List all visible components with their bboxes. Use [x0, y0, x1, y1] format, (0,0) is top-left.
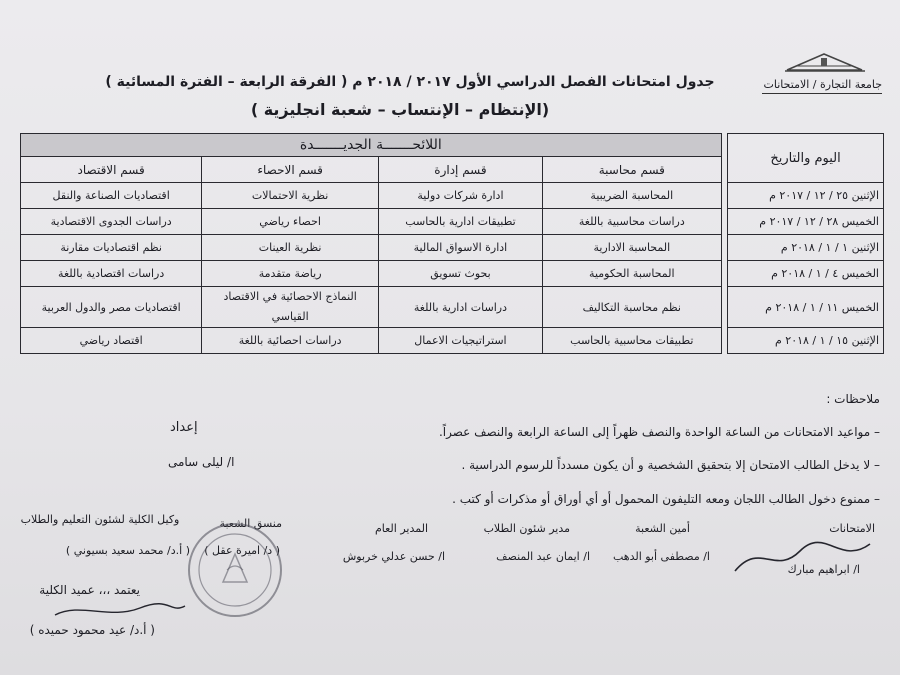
dept-header-management: قسم إدارة [378, 157, 542, 183]
table-row [21, 235, 884, 261]
signature-name: ا/ مصطفى أبو الدهب [612, 550, 710, 563]
signature-name: ا/ حسن عدلي خربوش [342, 550, 445, 563]
dept-header-statistics: قسم الاحصاء [202, 157, 379, 183]
table-cell: نظم محاسبة التكاليف [542, 287, 721, 328]
table-cell: المحاسبة الحكومية [542, 261, 721, 287]
logo-caption: جامعة التجارة / الامتحانات [762, 78, 882, 94]
notes-title: ملاحظات : [826, 392, 880, 406]
table-cell: استراتيجيات الاعمال [378, 328, 542, 354]
table-row [21, 261, 884, 287]
university-logo [762, 50, 882, 104]
table-cell: نظرية الاحتمالات [202, 183, 379, 209]
table-cell: المحاسبة الادارية [542, 235, 721, 261]
exam-schedule-table [20, 133, 884, 354]
row-date: الخميس ٤ / ١ / ٢٠١٨ م [728, 261, 884, 287]
table-cell: اقتصاد رياضي [21, 328, 202, 354]
table-cell: احصاء رياضي [202, 209, 379, 235]
dept-header-economics: قسم الاقتصاد [21, 157, 202, 183]
table-cell: ادارة شركات دولية [378, 183, 542, 209]
table-row [21, 183, 884, 209]
table-cell: نظم اقتصاديات مقارنة [21, 235, 202, 261]
signature-role: منسق الشعبة [219, 517, 282, 530]
dean-name: ( أ.د/ عيد محمود حميده ) [29, 623, 155, 637]
signature-scribble-icon [50, 600, 190, 622]
row-date: الإثنين ٢٥ / ١٢ / ٢٠١٧ م [728, 183, 884, 209]
table-cell: نظرية العينات [202, 235, 379, 261]
signature-name: ا/ ابراهيم مبارك [787, 563, 860, 576]
regulation-header: اللائحـــــــة الجديـــــــدة [21, 134, 722, 157]
table-cell: دراسات ادارية باللغة [378, 287, 542, 328]
table-row [21, 209, 884, 235]
table-cell: ادارة الاسواق المالية [378, 235, 542, 261]
row-date: الخميس ٢٨ / ١٢ / ٢٠١٧ م [728, 209, 884, 235]
table-cell: تطبيقات ادارية بالحاسب [378, 209, 542, 235]
signature-name: ( د/ اميرة عقل ) [204, 544, 280, 557]
table-cell: دراسات الجدوى الاقتصادية [21, 209, 202, 235]
day-date-header: اليوم والتاريخ [728, 134, 884, 183]
table-cell: رياضة متقدمة [202, 261, 379, 287]
signature-scribble-icon [730, 536, 880, 581]
note-item: – مواعيد الامتحانات من الساعة الواحدة والنصف ظهراً إلى الساعة الرابعة والنصف عصراً. [438, 425, 880, 439]
row-date: الإثنين ١٥ / ١ / ٢٠١٨ م [728, 328, 884, 354]
dean-approval-label: يعتمد ،،، عميد الكلية [39, 583, 140, 597]
signature-role: وكيل الكلية لشئون التعليم والطلاب [20, 513, 180, 526]
table-row [21, 328, 884, 354]
row-date: الإثنين ١ / ١ / ٢٠١٨ م [728, 235, 884, 261]
table-cell: اقتصاديات الصناعة والنقل [21, 183, 202, 209]
official-stamp-icon [185, 520, 285, 620]
table-row [21, 287, 884, 328]
row-date: الخميس ١١ / ١ / ٢٠١٨ م [728, 287, 884, 328]
signature-role: المدير العام [374, 522, 428, 535]
table-cell: المحاسبة الضريبية [542, 183, 721, 209]
note-item: – لا يدخل الطالب الامتحان إلا بتحقيق الشخصية و أن يكون مسدداً للرسوم الدراسية . [461, 458, 880, 472]
table-cell: دراسات احصائية باللغة [202, 328, 379, 354]
table-cell: النماذج الاحصائية في الاقتصاد القياسي [202, 287, 379, 328]
table-cell: تطبيقات محاسبية بالحاسب [542, 328, 721, 354]
page-subtitle: (الإنتظام – الإنتساب – شعبة انجليزية ) [250, 100, 550, 119]
signature-name: ا/ ايمان عبد المنصف [496, 550, 590, 563]
table-cell: بحوث تسويق [378, 261, 542, 287]
page-title: جدول امتحانات الفصل الدراسي الأول ٢٠١٧ / ٢٠١٨ م ( الفرقة الرابعة – الفترة المسائية ) [105, 74, 715, 90]
table-cell: دراسات محاسبية باللغة [542, 209, 721, 235]
signature-role: أمين الشعبة [635, 522, 690, 535]
signature-name: ( أ.د/ محمد سعيد بسيوني ) [65, 544, 190, 557]
note-item: – ممنوع دخول الطالب اللجان ومعه التليفون المحمول أو أي أوراق أو مذكرات أو كتب . [452, 492, 880, 506]
signature-role: الامتحانات [829, 522, 875, 535]
signature-role: مدير شئون الطلاب [483, 522, 570, 535]
prepared-by-label: إعداد [170, 420, 198, 435]
building-logo-icon [777, 50, 872, 72]
prepared-by-name: ا/ ليلى سامى [168, 455, 235, 469]
table-cell: دراسات اقتصادية باللغة [21, 261, 202, 287]
dept-header-accounting: قسم محاسبة [542, 157, 721, 183]
table-cell: اقتصاديات مصر والدول العربية [21, 287, 202, 328]
